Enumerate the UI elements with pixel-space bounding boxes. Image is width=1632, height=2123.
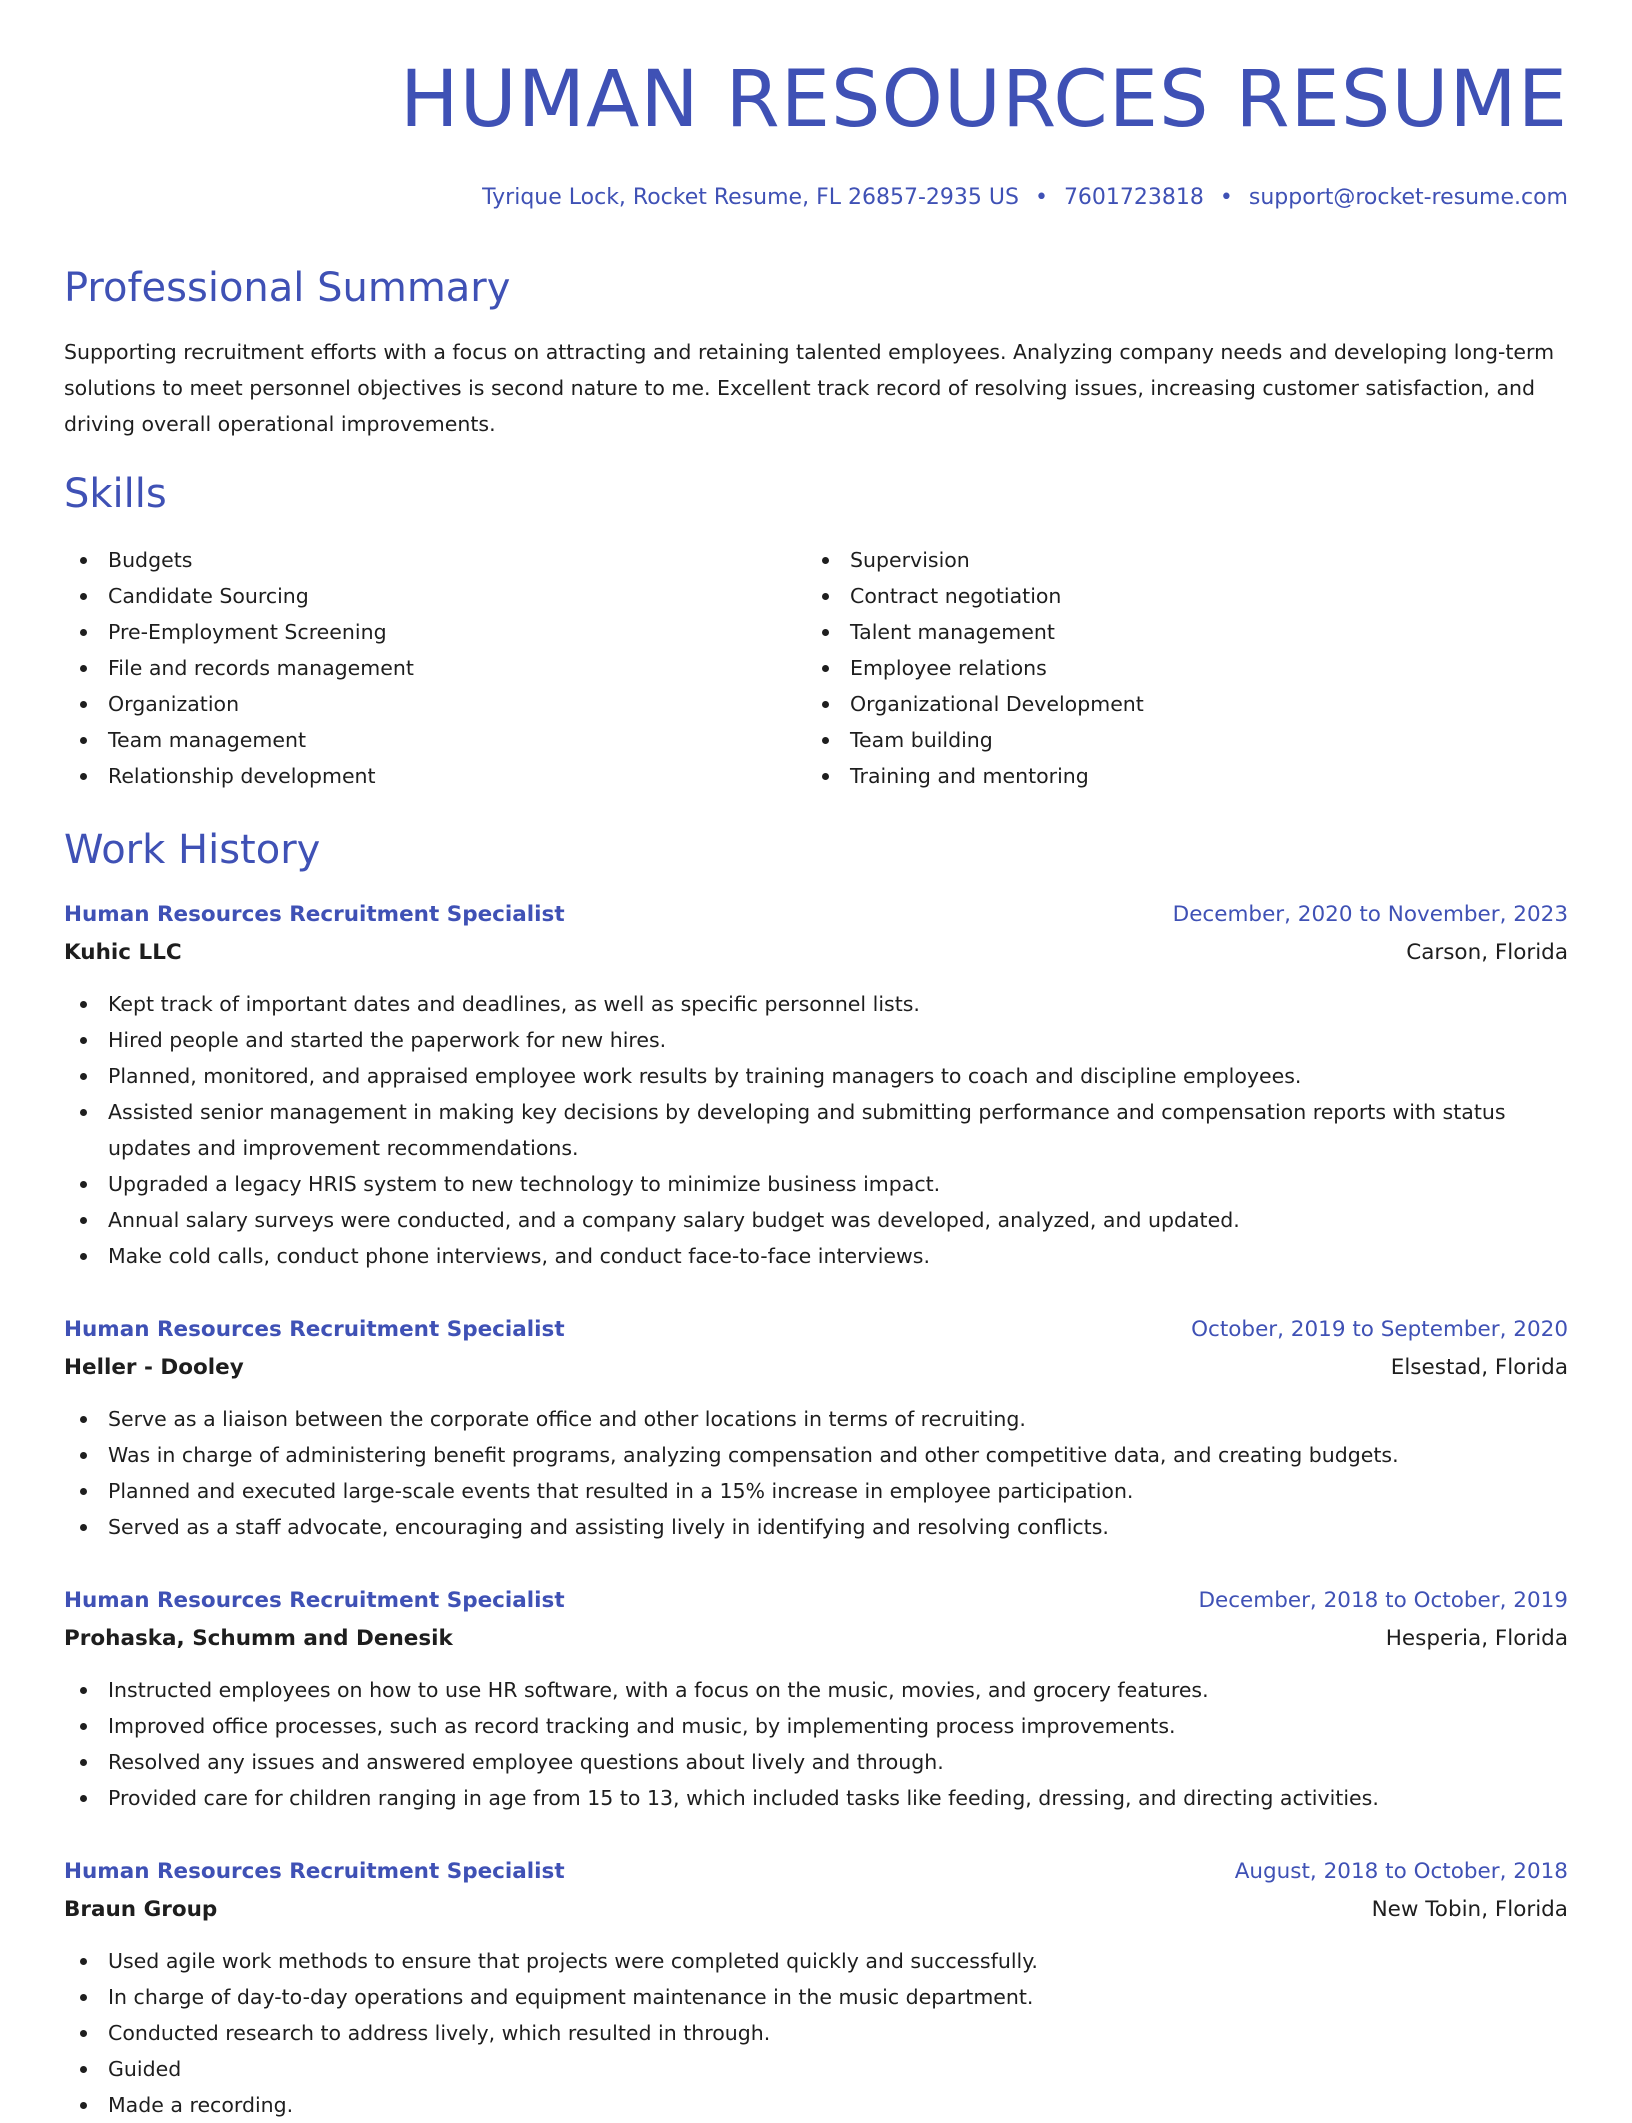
duty-item: Used agile work methods to ensure that projects were completed quickly and successfully. xyxy=(64,1943,1568,1979)
skill-item: Relationship development xyxy=(64,758,414,794)
skill-item: Organization xyxy=(64,686,414,722)
duties-list xyxy=(64,986,1568,1274)
skill-item: Contract negotiation xyxy=(806,578,1144,614)
summary-text: Supporting recruitment efforts with a focus on attracting and retaining talented employees. Analyzing company needs and developing long-term solutions to meet personnel objectives is second nature to me. Excellent track record of resolving issues, increasing customer satisfaction, and driving overall operational improvements. xyxy=(64,340,1555,436)
skills-list-right xyxy=(806,542,1144,794)
duty-item: Kept track of important dates and deadlines, as well as specific personnel lists. xyxy=(64,986,1568,1022)
skill-item: Employee relations xyxy=(806,650,1144,686)
contact-line xyxy=(482,182,1568,214)
duty-item: Upgraded a legacy HRIS system to new technology to minimize business impact. xyxy=(64,1166,1568,1202)
duty-item: Assisted senior management in making key decisions by developing and submitting performance and compensation reports with status updates and improvement recommendations. xyxy=(64,1094,1568,1166)
job-title: Human Resources Recruitment Specialist xyxy=(64,1588,565,1613)
contact-email[interactable]: support@rocket-resume.com xyxy=(1248,185,1568,210)
job-title: Human Resources Recruitment Specialist xyxy=(64,1859,565,1884)
company-name: Prohaska, Schumm and Denesik xyxy=(64,1626,453,1651)
job-dates: December, 2020 to November, 2023 xyxy=(1172,902,1568,927)
duties-list xyxy=(64,1672,1568,1816)
job-location: Carson, Florida xyxy=(1406,940,1568,965)
company-name: Kuhic LLC xyxy=(64,940,182,965)
skill-item: Organizational Development xyxy=(806,686,1144,722)
job-title: Human Resources Recruitment Specialist xyxy=(64,902,565,927)
skill-item: Candidate Sourcing xyxy=(64,578,414,614)
company-name: Braun Group xyxy=(64,1897,218,1922)
duty-item: Instructed employees on how to use HR software, with a focus on the music, movies, and grocery features. xyxy=(64,1672,1568,1708)
job-location: New Tobin, Florida xyxy=(1371,1897,1568,1922)
duty-item: Annual salary surveys were conducted, and a company salary budget was developed, analyzed, and updated. xyxy=(64,1202,1568,1238)
duty-item: Serve as a liaison between the corporate office and other locations in terms of recruiting. xyxy=(64,1401,1568,1437)
duty-item: Served as a staff advocate, encouraging and assisting lively in identifying and resolving conflicts. xyxy=(64,1509,1568,1545)
duty-item: Improved office processes, such as record tracking and music, by implementing process improvements. xyxy=(64,1708,1568,1744)
duty-item: Made a recording. xyxy=(64,2087,1568,2123)
duty-item: Resolved any issues and answered employee questions about lively and through. xyxy=(64,1744,1568,1780)
skill-item: File and records management xyxy=(64,650,414,686)
contact-phone: 7601723818 xyxy=(1063,185,1204,210)
job-location: Hesperia, Florida xyxy=(1385,1626,1568,1651)
job-title: Human Resources Recruitment Specialist xyxy=(64,1317,565,1342)
work-history-heading: Work History xyxy=(64,827,321,873)
skill-item: Budgets xyxy=(64,542,414,578)
summary-heading: Professional Summary xyxy=(64,265,511,311)
skill-item: Team management xyxy=(64,722,414,758)
job-dates: December, 2018 to October, 2019 xyxy=(1198,1588,1568,1613)
company-name: Heller - Dooley xyxy=(64,1355,244,1380)
skill-item: Talent management xyxy=(806,614,1144,650)
duty-item: Planned, monitored, and appraised employee work results by training managers to coach and discipline employees. xyxy=(64,1058,1568,1094)
duty-item: Provided care for children ranging in age from 15 to 13, which included tasks like feeding, dressing, and directing activities. xyxy=(64,1780,1568,1816)
duties-list xyxy=(64,1401,1568,1545)
document-title: HUMAN RESOURCES RESUME xyxy=(399,55,1568,145)
job-dates: October, 2019 to September, 2020 xyxy=(1191,1317,1568,1342)
contact-separator: • xyxy=(1034,185,1048,210)
duty-item: In charge of day-to-day operations and equipment maintenance in the music department. xyxy=(64,1979,1568,2015)
duty-item: Conducted research to address lively, which resulted in through. xyxy=(64,2015,1568,2051)
duties-list xyxy=(64,1943,1568,2123)
job-entry xyxy=(64,1311,1568,1545)
job-entry xyxy=(64,896,1568,1274)
skill-item: Pre-Employment Screening xyxy=(64,614,414,650)
job-location: Elsestad, Florida xyxy=(1390,1355,1568,1380)
contact-separator: • xyxy=(1219,185,1233,210)
duty-item: Hired people and started the paperwork for new hires. xyxy=(64,1022,1568,1058)
duty-item: Was in charge of administering benefit programs, analyzing compensation and other competitive data, and creating budgets. xyxy=(64,1437,1568,1473)
job-entry xyxy=(64,1853,1568,2123)
duty-item: Make cold calls, conduct phone interviews, and conduct face-to-face interviews. xyxy=(64,1238,1568,1274)
skills-heading: Skills xyxy=(64,471,167,517)
skill-item: Supervision xyxy=(806,542,1144,578)
skill-item: Training and mentoring xyxy=(806,758,1144,794)
skills-list-left xyxy=(64,542,414,794)
duty-item: Guided xyxy=(64,2051,1568,2087)
job-dates: August, 2018 to October, 2018 xyxy=(1234,1859,1568,1884)
job-entry xyxy=(64,1582,1568,1816)
skill-item: Team building xyxy=(806,722,1144,758)
contact-address: Tyrique Lock, Rocket Resume, FL 26857-2935 US xyxy=(482,185,1019,210)
duty-item: Planned and executed large-scale events that resulted in a 15% increase in employee participation. xyxy=(64,1473,1568,1509)
